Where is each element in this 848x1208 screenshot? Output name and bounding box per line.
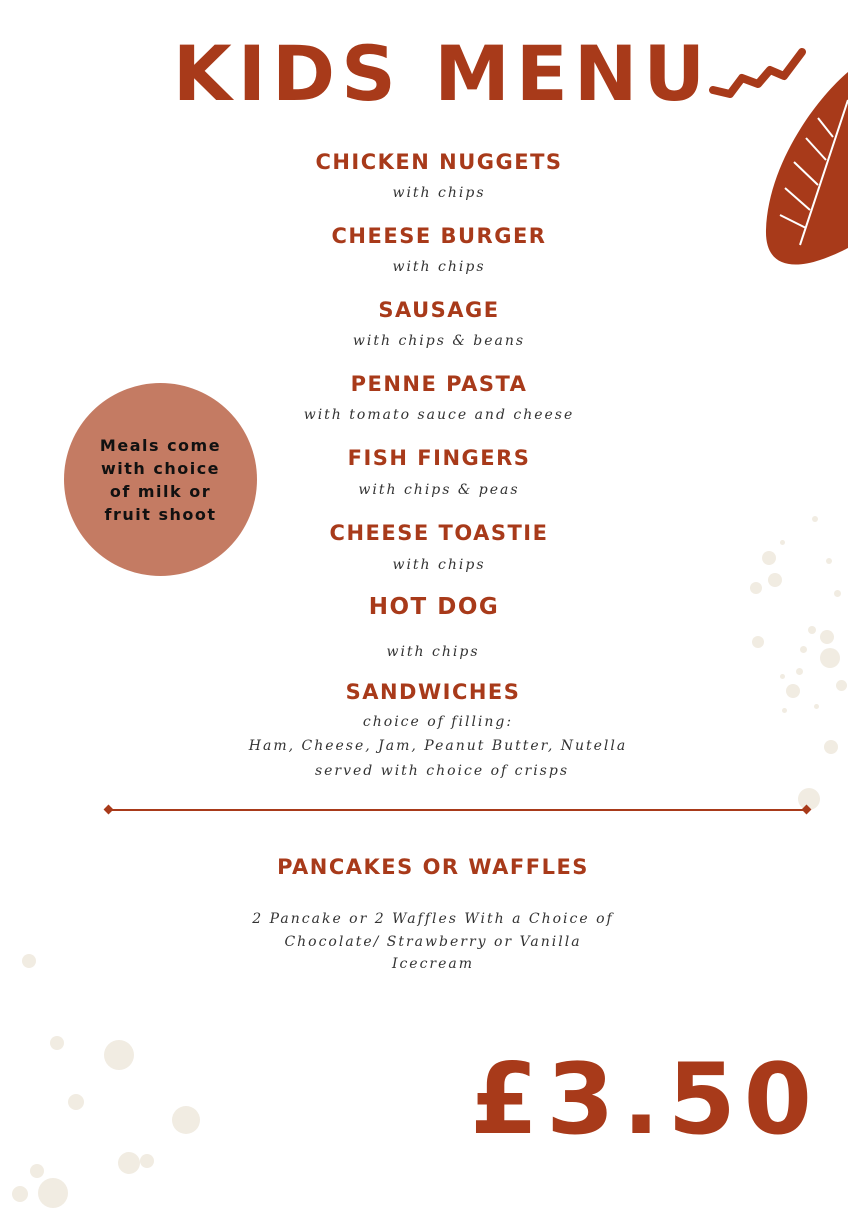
section-divider (108, 809, 810, 811)
dessert-line-2: Chocolate/ Strawberry or Vanilla (284, 934, 582, 950)
sandwich-fillings: Ham, Cheese, Jam, Peanut Butter, Nutella (248, 738, 628, 754)
item-fish-fingers: FISH FINGERS (347, 446, 531, 470)
divider-left-diamond (104, 805, 114, 815)
item-fish-fingers-desc: with chips & peas (358, 482, 520, 498)
item-cheese-burger: CHEESE BURGER (331, 224, 547, 248)
dessert-line-1: 2 Pancake or 2 Waffles With a Choice of (252, 911, 614, 927)
item-chicken-nuggets: CHICKEN NUGGETS (315, 150, 563, 174)
meals-badge (64, 383, 257, 576)
price: £3.50 (470, 1043, 820, 1157)
item-cheese-toastie-desc: with chips (392, 557, 486, 573)
item-sandwiches-desc: choice of filling: (362, 714, 514, 730)
sandwich-crisps: served with choice of crisps (314, 763, 570, 779)
item-sausage: SAUSAGE (378, 298, 500, 322)
item-chicken-nuggets-desc: with chips (392, 185, 486, 201)
item-sausage-desc: with chips & beans (352, 333, 526, 349)
item-cheese-burger-desc: with chips (392, 259, 486, 275)
item-hot-dog-desc: with chips (386, 644, 480, 660)
item-penne-pasta: PENNE PASTA (350, 372, 528, 396)
item-cheese-toastie: CHEESE TOASTIE (329, 521, 549, 545)
item-penne-pasta-desc: with tomato sauce and cheese (303, 407, 575, 423)
dessert-title: PANCAKES OR WAFFLES (277, 855, 589, 879)
item-hot-dog: HOT DOG (368, 594, 500, 620)
item-sandwiches: SANDWICHES (345, 680, 521, 704)
menu-title: KIDS MENU (172, 29, 712, 118)
meals-badge-text: Meals come with choice of milk or fruit shoot (99, 435, 222, 524)
dessert-line-3: Icecream (391, 956, 475, 972)
